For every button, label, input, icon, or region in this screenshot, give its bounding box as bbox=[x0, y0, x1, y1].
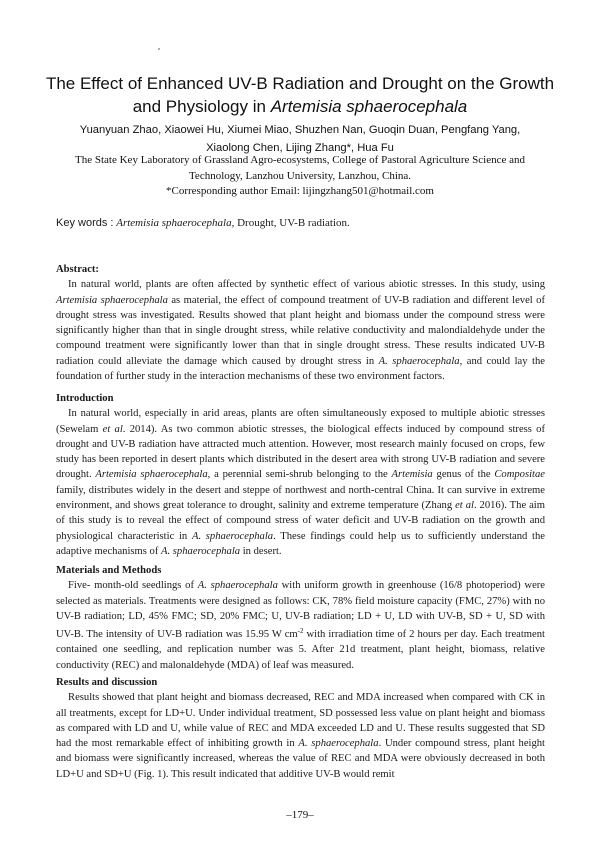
author-list bbox=[40, 121, 560, 157]
scan-speck bbox=[158, 48, 160, 50]
results-section bbox=[56, 675, 545, 782]
keywords-label: Key words : bbox=[56, 217, 114, 229]
affiliation-line-1: The State Key Laboratory of Grassland Agro-ecosystems, College of Pastoral Agriculture Science and bbox=[75, 154, 525, 166]
abstract-heading: Abstract: bbox=[56, 264, 99, 275]
affiliation-line-2: Technology, Lanzhou University, Lanzhou, China. bbox=[188, 169, 412, 182]
methods-section bbox=[56, 563, 545, 673]
abstract-section bbox=[56, 262, 545, 384]
introduction-section bbox=[56, 391, 545, 559]
results-heading: Results and discussion bbox=[56, 677, 158, 688]
methods-heading: Materials and Methods bbox=[56, 565, 162, 576]
abstract-text: In natural world, plants are often affected by synthetic effect of various abiotic stresses. In this study, using Artemisia sphaerocephala as material, the effect of compound treatment of UV-B radiation and different level of drought stress was investigated. Results showed that plant height and biomass under the compound stress were significantly higher than that in single drought stress, while relative conductivity and malondialdehyde under the compound treatment were significantly lower than that in single drought stress. These results indicated UV-B radiation could alleviate the damage which caused by drought stress in A. sphaerocephala, and could lay the foundation of further study in the interaction mechanisms of these two environment factors. bbox=[56, 279, 546, 383]
keywords-values: Artemisia sphaerocephala, Drought, UV-B radiation. bbox=[116, 217, 350, 229]
affiliation bbox=[40, 153, 560, 200]
title-line-2: and Physiology in Artemisia sphaerocephala bbox=[132, 97, 468, 116]
title-species: Artemisia sphaerocephala bbox=[270, 97, 468, 116]
introduction-heading: Introduction bbox=[56, 393, 114, 404]
authors-line-2: Xiaolong Chen, Lijing Zhang*, Hua Fu bbox=[206, 142, 394, 154]
methods-text: Five- month-old seedlings of A. sphaerocephala with uniform growth in greenhouse (16/8 photoperiod) were selected as materials. Treatments were designed as follows: CK, 78% field moisture capacity (FMC, 27%) with no UV-B radiation; LD, 45% FMC; SD, 20% FMC; U, UV-B radiation; LD + U, LD with UV-B, SD + U, SD with UV-B. The intensity of UV-B radiation was 15.95 W $cm^{-2}$ with irradiation time of 2 hours per day. Each treatment contained one seedling, and replication number was 5. After 21d treatment, plant height, biomass, relative conductivity (REC) and malonaldehyde (MDA) of leaf was measured. bbox=[56, 580, 546, 671]
keywords bbox=[56, 216, 556, 231]
title-line-1: The Effect of Enhanced UV-B Radiation and Drought on the Growth bbox=[45, 74, 555, 93]
corresponding-author: *Corresponding author Email: lijingzhang501@hotmail.com bbox=[166, 185, 434, 197]
page-number: –179– bbox=[286, 809, 314, 821]
paper-title bbox=[40, 72, 560, 118]
results-text: Results showed that plant height and biomass decreased, REC and MDA increased when compared with CK in all treatments, except for LD+U. Under individual treatment, SD possessed less value on plant height and biomass as compared with LD and U, while value of REC and MDA exceeded LD and U. These results suggested that SD had the most remarkable effect of inhibiting growth in A. sphaerocephala. Under compound stress, plant height and biomass were significantly increased, whereas the value of REC and MDA were obviously decreased in both LD+U and SD+U (Fig. 1). This result indicated that additive UV-B would remit bbox=[56, 692, 545, 780]
authors-line-1: Yuanyuan Zhao, Xiaowei Hu, Xiumei Miao, Shuzhen Nan, Guoqin Duan, Pengfang Yang, bbox=[79, 124, 521, 136]
introduction-text: In natural world, especially in arid areas, plants are often simultaneously exposed to multiple abiotic stresses (Sewelam et al. 2014). As two common abiotic stresses, the biological effects induced by compound stress of drought and UV-B radiation have attracted much attention. However, most research mainly focused on crops, few study has been reported in desert plants which distributed in the desert area with strong UV-B radiation and severe drought. Artemisia sphaerocephala, a perennial semi-shrub belonging to the Artemisia genus of the Compositae family, distributes widely in the desert and steppe of northwest and north-central China. It can survive in extreme environment, and shows great tolerance to drought, salinity and extreme temperature (Zhang et al. 2016). The aim of this study is to reveal the effect of compound stress of water deficit and UV-B radiation on the growth and physiological characteristic in A. sphaerocephala. These findings could help us to sufficiently understand the adaptive mechanisms of A. sphaerocephala in desert. bbox=[56, 408, 546, 557]
